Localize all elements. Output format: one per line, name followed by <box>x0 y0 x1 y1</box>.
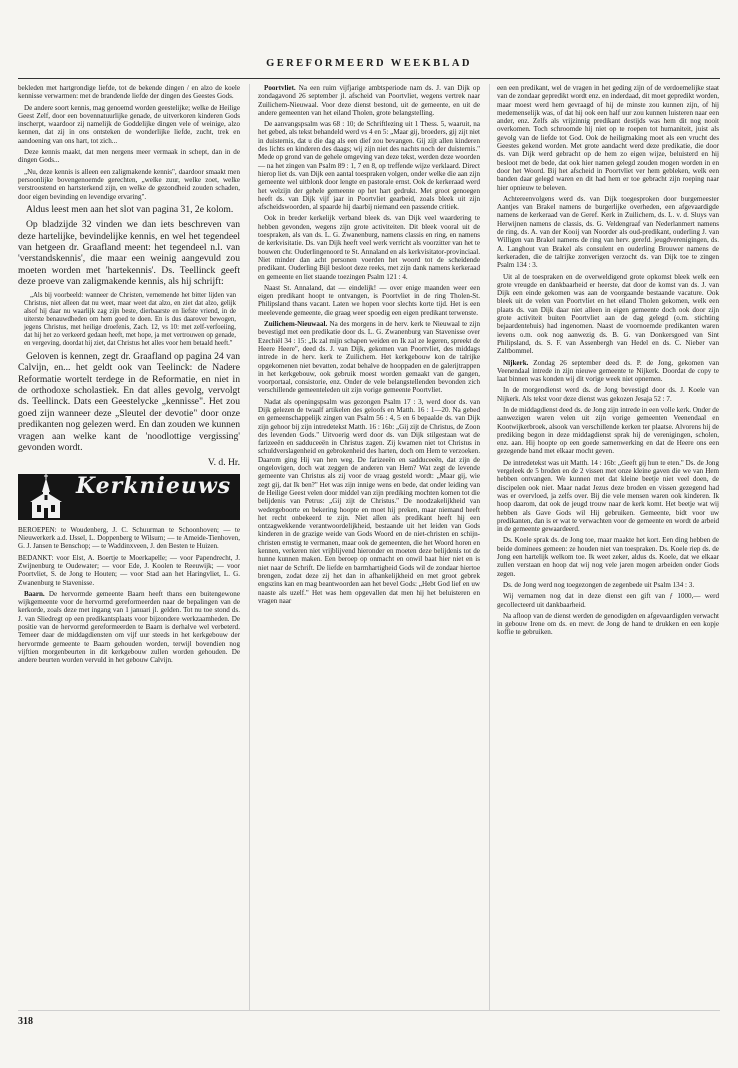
paragraph: „Nu, deze kennis is alleen een zaligmakende kennis", daardoor smaakt men persoonlijke bovengenoemde gerechten, „welke zuur, welke zoet, welke verstroostend en hartsterkend zijn, en welke de gezondheid zouden schaden, door eigen bevinding en levendige ervaring". <box>18 167 240 201</box>
news-item <box>258 320 480 395</box>
news-text: Na des morgens in de herv. kerk te Nieuwaal te zijn bevestigd met een predikatie door ds. L. G. Zwanenburg van Stavenisse over Ezechiël 34 : 15: „Ik zal mijn schapen weiden en Ik zal ze legeren, spreekt de Heere Heere", deed ds. J. van Dijk, gekomen van Poortvliet, des middags intrede in de herv. kerk te Zuilichem. Het kerkgebouw kon de talrijke opgekomenen niet bevatten, zodat behalve de hooppaden en de galerijtrappen in het kerkgebouw, ook gebruik moest worden gemaakt van de gangen, voorportaal, consistorie, enz. Onder de vele belangstellenden bevonden zich verschillende gemeenteleden uit zijn vorige gemeente Poortvliet. <box>258 320 480 395</box>
news-text: Na een ruim vijfjarige ambtsperiode nam ds. J. van Dijk op zondagavond 26 september jl. afscheid van Poortvliet, wegens vertrek naar Zuilichem-Nieuwaal. Voor deze dienst bestond, uit de gemeente, en uit de andere gemeenten van het eiland Tholen, grote belangstelling. <box>258 84 480 117</box>
town-name: Zuilichem-Nieuwaal. <box>264 320 328 329</box>
paragraph: Uit al de toespraken en de overweldigend grote opkomst bleek welk een grote vreugde en dankbaarheid er heerste, dat door de komst van ds. J. van Dijk een einde gekomen was aan de voorgaande bestaande vacature. Ook bleek uit de velen van Poortvliet en het eiland Tholen gekomen, welk een plaats ds. van Dijk daar niet alleen in eigen gemeente doch ook door zijn grote activiteit buiten Poortvliet aan de dag gelegd (o.m. stichting bejaardentehuis) had ingenomen. Naast de voornoemde predikanten waren ievens o.m. ook nog aanwezig ds. B. G. van Donkersgoed van Sint Philipsland, ds. S. F. van Assenbergh van Hedel en ds. C. Nieber van Zaltbommel. <box>497 272 719 356</box>
paragraph-bedankt: BEDANKT: voor Elst, A. Boertje te Moerkapelle; — voor Papendrecht, J. Zwijnenburg te Oudewater; — voor Ede, J. Koolen te Reeuwijk; — voor Poortvliet, S. de Jong te Houten; — voor Stad aan het Haringvliet, L. G. Zwanenburg te Stavenisse. <box>18 553 240 587</box>
column-3 <box>497 84 719 640</box>
paragraph: Nadat als openingspsalm was gezongen Psalm 17 : 3, werd door ds. van Dijk gelezen de twaalf artikelen des geloofs en Matth. 16 : 1—20. Na gebed en gemeenschappelijk zingen van Psalm 56 : 4, 5 en 6 bepaalde ds. van Dijk zijn gehoor bij zijn intredetekst Matth. 16 : 16b: „Gij zijt de Christus, de Zoon des levenden Gods." Uitvoerig werd door ds. van Dijk stilgestaan wat de farizeeën en sadduceeën in Christus zagen. Zij kwamen niet tot Christus in schuldverslagenheid en gebrokenheid des harten, doch om Hem te verzoeken. Daarom ging Hij van hen weg. De farizeeën en sadduceeën, dat zijn de ongelovigen, doch wat zeggen de anderen van Hem? Wat zegt de levende gemeente van Christus als zij voor de vraag gesteld wordt: „Maar gij, wie zegt gij, dat Ik ben?" Het was zijn innige wens en bede, dat onder leiding van de Heilige Geest velen door middel van zijn prediking mochten komen tot die belijdenis van Petrus: „Gij zijt de Christus." De noodzakelijkheid van wedergeboorte en bekering hoopte en moet hij preken, maar niemand heeft het recht onbekeerd te zijn. Niet allen als predikant heeft hij een ontzagwekkende verantwoordelijkheid, bestaande uit het leiden van Gods kinderen in de grazige weide van Gods Woord en de niet-christen en schijn-christen ernstig te vermanen, maar ook de gemeenten, die het Woord horen en kennen, verkeren niet vrijblijvend hieronder en moeten deze belijdenis tot de hunne kunnen maken. Een beroep op onmacht en onwil baat hier niet en is niet naar de Schrift. De liefde en barmhartigheid Gods wil de zondaar hiertoe brengen, zodat deze zij het dan in afhankelijkheid en met groot gebrek engszins kan en mag beantwoorden aan het bevel Gods: „Hebt God lief en uw naaste als uzelf." Het was hem opgevallen dat men hij het beluisteren en vragen naar <box>258 397 480 605</box>
kerknieuws-banner <box>18 474 240 520</box>
paragraph: Ook in breder kerkelijk verband bleek ds. van Dijk veel waardering te hebben gevonden, wegens zijn grote activiteiten. Dit bleek vooral uit de toespraken, als van ds. L. G. Zwanenburg, namens classis en ring, en namens de kerkvisitatie. Ds. van Dijk heeft veel werk verricht als voorzitter van het te bouwen chr. Ouderlingenoord te St. Annaland en als kerkvisitator-provinciaal. Niet minder dan acht personen voerden het woord tot de scheidende predikant. Ouderling Bijl besloot deze reeks, met zijn dank namens kerkeraad en gemeente en liet staande toezingen Psalm 121 : 4. <box>258 214 480 281</box>
town-name: Nijkerk. <box>503 358 529 367</box>
paragraph: In de middagdienst deed ds. de Jong zijn intrede in een volle kerk. Onder de aanwezigen waren velen uit zijn vorige gemeenten Veenendaal en Kootwijkerbroek, alsook van verschillende kerken ter plaatse. Alvorens hij de prediking begon in deze middagdienst sprak hij de verenigingen, scholen, enz. aan. Hij hoopte op een goede samenwerking en dat de Heere ons een gezegende band met elkaar mocht geven. <box>497 405 719 456</box>
column-divider-1 <box>249 84 250 1010</box>
paragraph: In de morgendienst werd ds. de Jong bevestigd door ds. J. Koele van Nijkerk. Als tekst voor deze dienst was gekozen Jesaja 52 : 7. <box>497 386 719 403</box>
news-item <box>497 359 719 384</box>
footer-rule <box>18 1010 720 1011</box>
news-text: Zondag 26 september deed ds. P. de Jong, gekomen van Veenendaal intrede in zijn nieuwe gemeente te Nijkerk. Doordat de copy te laat binnen was konden wij dit vorige week niet opnemen. <box>497 358 719 384</box>
paragraph: Deze kennis maakt, dat men nergens meer vermaak in schept, dan in de dingen Gods... <box>18 148 240 165</box>
paragraph: De andere soort kennis, mag genoemd worden geestelijke; welke de Heilige Geest Zelf, door een bovennatuurlijke genade, de uitverkoren kinderen Gods inscherpt, waardoor zij namelijk de Goddelijke dingen vele of weinige, alzo kennen, dat zij in ons ontsteken de wonderlijke liefde, zucht, trek en aandoening van ons hart, tot zich... <box>18 103 240 145</box>
paragraph: Geloven is kennen, zegt dr. Graafland op pagina 24 van Calvijn, en... het geldt ook van Teelinck: de Nadere Reformatie wortelt terdege in de Reformatie, en niet in de orthodoxe scholastiek. En dat alles gevolg, vervolgt ds. Teellinck. Dats een Geestelycke „kennisse". Het zou goed zijn wanneer deze „Sleutel der devotie" door onze predikanten nog gelezen werd. En dan zouden we kunnen vragen aan welke kant de 'noodlottige vergissing' gevonden wordt. <box>18 350 240 453</box>
page-number: 318 <box>18 1016 33 1027</box>
paragraph: Ds. Koele sprak ds. de Jong toe, maar maakte het kort. Een ding hebben de beide dominees gemeen: ze houden niet van toespraken. Ds. Koele riep ds. de Jong een hartelijk welkom toe. Ik weet zeker, aldus ds. Koele, dat we elkaar zullen verstaan en hoop dat wij nog vele jaren mogen arbeiden onder Gods zegen. <box>497 536 719 578</box>
paragraph: bekleden met hartgrondige liefde, tot de bekende dingen / en alzo de koele kennisse verwarmen: met de brandende liefde der dingen des Geestes Gods. <box>18 84 240 101</box>
author-signature: V. d. Hr. <box>207 457 240 469</box>
quotation: „Als bij voorbeeld: wanneer de Christen, vernemende het bitter lijden van Christus, niet alleen dat nu weet, maar weet dat alzo, en ziet dat alzo, gelijk alsof hij daar nu waarlijk zag zijn beste, dierbaarste en liefste vriend, in de uiterste benauwdheden om hem goed te doen. En is dus daarover bewogen, jegens Christus, met heilige droefenis, Zach. 12, vs 10: met zelf-verfoeiing, dat hij het zo verkeerd gedaan heeft, met hope, ja met vertrouwen op genade, en vergeving, doordat hij ziet, dat Christus het alles voor hem betaald heeft." <box>24 291 236 347</box>
paragraph: Achtereenvolgens werd ds. van Dijk toegesproken door burgemeester Aantjes van Brakel namens de burgerlijke overheden, een afgevaardigde namens de kerkeraad van de Geref. Kerk in Zuilichem, ds. L. v. d. Sluys van Herwijnen namens de classis, ds. G. Veldengraaf van Nederlanmert namens de ring, ds. A. van der Kooij van Noorder als oud-predikant, ouderling J. van Willigen van Brakel namens de ring van herv. gerefd. jeugdverenigingen, ds. A. Langhout van Brakel als consulent en ouderling Brouwer namens de kerkeraden, die de talrijke zonverigen verzocht ds. van Dijk toe te zingen Psalm 134 : 3. <box>497 194 719 270</box>
page-header: GEREFORMEERD WEEKBLAD <box>266 58 472 69</box>
paragraph: Ds. de Jong werd nog toegezongen de zegenbede uit Psalm 134 : 3. <box>503 580 695 589</box>
header-rule <box>18 78 720 79</box>
town-name: Poortvliet. <box>264 84 296 92</box>
paragraph-beroepen: BEROEPEN: te Woudenberg, J. C. Schuurman te Schoonhoven; — te Nieuwerkerk a.d. IJssel, L. Doppenberg te Wilsum; — te Ameide-Tienhoven, G. J. Jansen te Benschop; — te Waddinxveen, J. den Besten te Huizen. <box>18 525 240 551</box>
paragraph: De intredetekst was uit Matth. 14 : 16b: „Geeft gij hun te eten." Ds. de Jong vergeleek de 5 broden en de 2 vissen met onze kleine gaven die we van Hem hebben ontvangen. We kunnen met dat kleine beetje niet veel doen, de discipelen ook niet. Maar nadat Jezus deze broden en vissen gezegend had was er overvloed, ja zelfs over. Bij die vele mensen waren ook kinderen. Ik hoop daarom, dat ook de jeugd trouw naar de kerk komt. Het beetje wat wij hebben als Gave Gods wil Hij gebruiken. Gemeente, bidt voor uw predikanten, dan is er wat te verwachten voor de gemeente en wordt de arbeid in de gemeente gewaardeerd. <box>497 458 719 534</box>
town-name: Baarn. <box>24 589 45 598</box>
column-1 <box>18 84 240 668</box>
news-item <box>258 84 480 117</box>
news-item <box>18 590 240 665</box>
paragraph: De aanvangspsalm was 68 : 10; de Schriftlezing uit 1 Thess. 5, waaruit, na het gebed, als tekst behandeld werd vs 4 en 5: „Maar gij, broeders, gij zijt niet in duisternis, dat u die dag als een dief zou bevangen. Gij zijt allen kinderen des lichts en kinderen des daags; wij zijn niet des nachts noch der duisternis." Mede op grond van de gehele omgeving van deze tekst, werden deze woorden — na het zingen van Psalm 89 : 1, 7 en 8, op treffende wijze verklaard. Direct hierop liet ds. van Dijk een aantal toespraken volgen, onder welke die aan zijn gemeente wel uitblonk door lengte en pastorale ernst. Ook de kerkeraad werd het welzijn der gehele gemeente op het hart gedrukt. Met groot genoegen heeft ds. van Dijk vijf jaar in Poortvliet gearbeid, zoals bleek uit zijn afscheidswoorden, al spaarde hij daarbij niemand een passende critiek. <box>258 120 480 212</box>
news-text: De hervormde gemeente Baarn heeft thans een buitengewone wijkgemeente voor de hervormd gereformeerden naar de bepalingen van de kerkorde, zoals deze met ingang van 1 januari jl. gelden. Tot nu toe stond ds. J. van Sliedregt op een predikantsplaats voor bijzondere werkzaamheden. De positie van de hervormd gereformeerden te Baarn is derhalve wel verbeterd. Temeer daar de middagdiensten om vijf uur steeds in het kerkgebouw der hervormde gemeente te Baarn gehouden worden, terwijl bovendien nog vijftien morgenbeurten in dit kerkgebouw zullen worden gehouden. De andere beurten worden vervuld in het gebouw Calvijn. <box>18 589 240 665</box>
paragraph: Op bladzijde 32 vinden we dan iets beschreven van deze hartelijke, bevindelijke kennis, en wel het tegendeel van hetgeen dr. Graafland meent: het tegendeel n.l. van 'verstandskennis', die maar een weinig aangevuld zou moeten worden met 'hartekennis'. Ds. Teellinck geeft deze proeve van zaligmakende kennis, als hij schrijft: <box>18 219 240 288</box>
paragraph: Na afloop van de dienst werden de genodigden en afgevaardigden verwacht in gebouw Irene om ds. en mevr. de Jong de hand te drukken en een kopje koffie te gebruiken. <box>497 611 719 637</box>
paragraph: Wij vernamen nog dat in deze dienst een gift van ƒ 1000,— werd gecollecteerd uit dankbaarheid. <box>497 592 719 609</box>
section-title: Kerknieuws <box>76 473 232 499</box>
paragraph: een een predikant, wel de vragen in het geding zijn of de verdoemelijke staat van de zondaar gepredikt wordt enz. en inderdaad, dit moet gepredikt worden, maar moest werd hem gevraagd of hij de minste zou kunnen zijn, of hij medemenselijk was, of dat hij ook een half uur zou kunnen luisteren naar een ander, enz. Zelfs als vrijzinnig predikant destijds was hem dit nog nooit overkomen. Toch schroomde hij niet op te roepen tot humaniteit, juist als gevolg van de liefde tot God. Ook de heiligmaking moet als een vrucht des Geestes gekend worden. Met grote aandacht werd deze predikatie, die door ds. van Dijk werd gebracht op de hem zo eigen wijze, beluisterd en hij besloot met de bede, dat ook hier namen gelegd zouden mogen worden in en door het Woord. Bij het afscheid in Poortvliet ver hem gebleken, welk een banden daar gelegd waren en dit had hem er toe gebracht zijn roeping naar hier opnieuw te beleven. <box>497 84 719 192</box>
column-2 <box>258 84 480 608</box>
column-divider-2 <box>489 84 490 1010</box>
paragraph: Naast St. Annaland, dat — eindelijk! — over enige maanden weer een eigen predikant hoopt te ontvangen, is Poortvliet in de ring Tholen-St. Philipsland thans vacant. Laten we hopen voor slechts korte tijd. Het is een meelevende gemeente, die graag weer spoedig een eigen predikant terwenste. <box>258 283 480 317</box>
paragraph: Aldus leest men aan het slot van pagina 31, 2e kolom. <box>26 203 234 215</box>
